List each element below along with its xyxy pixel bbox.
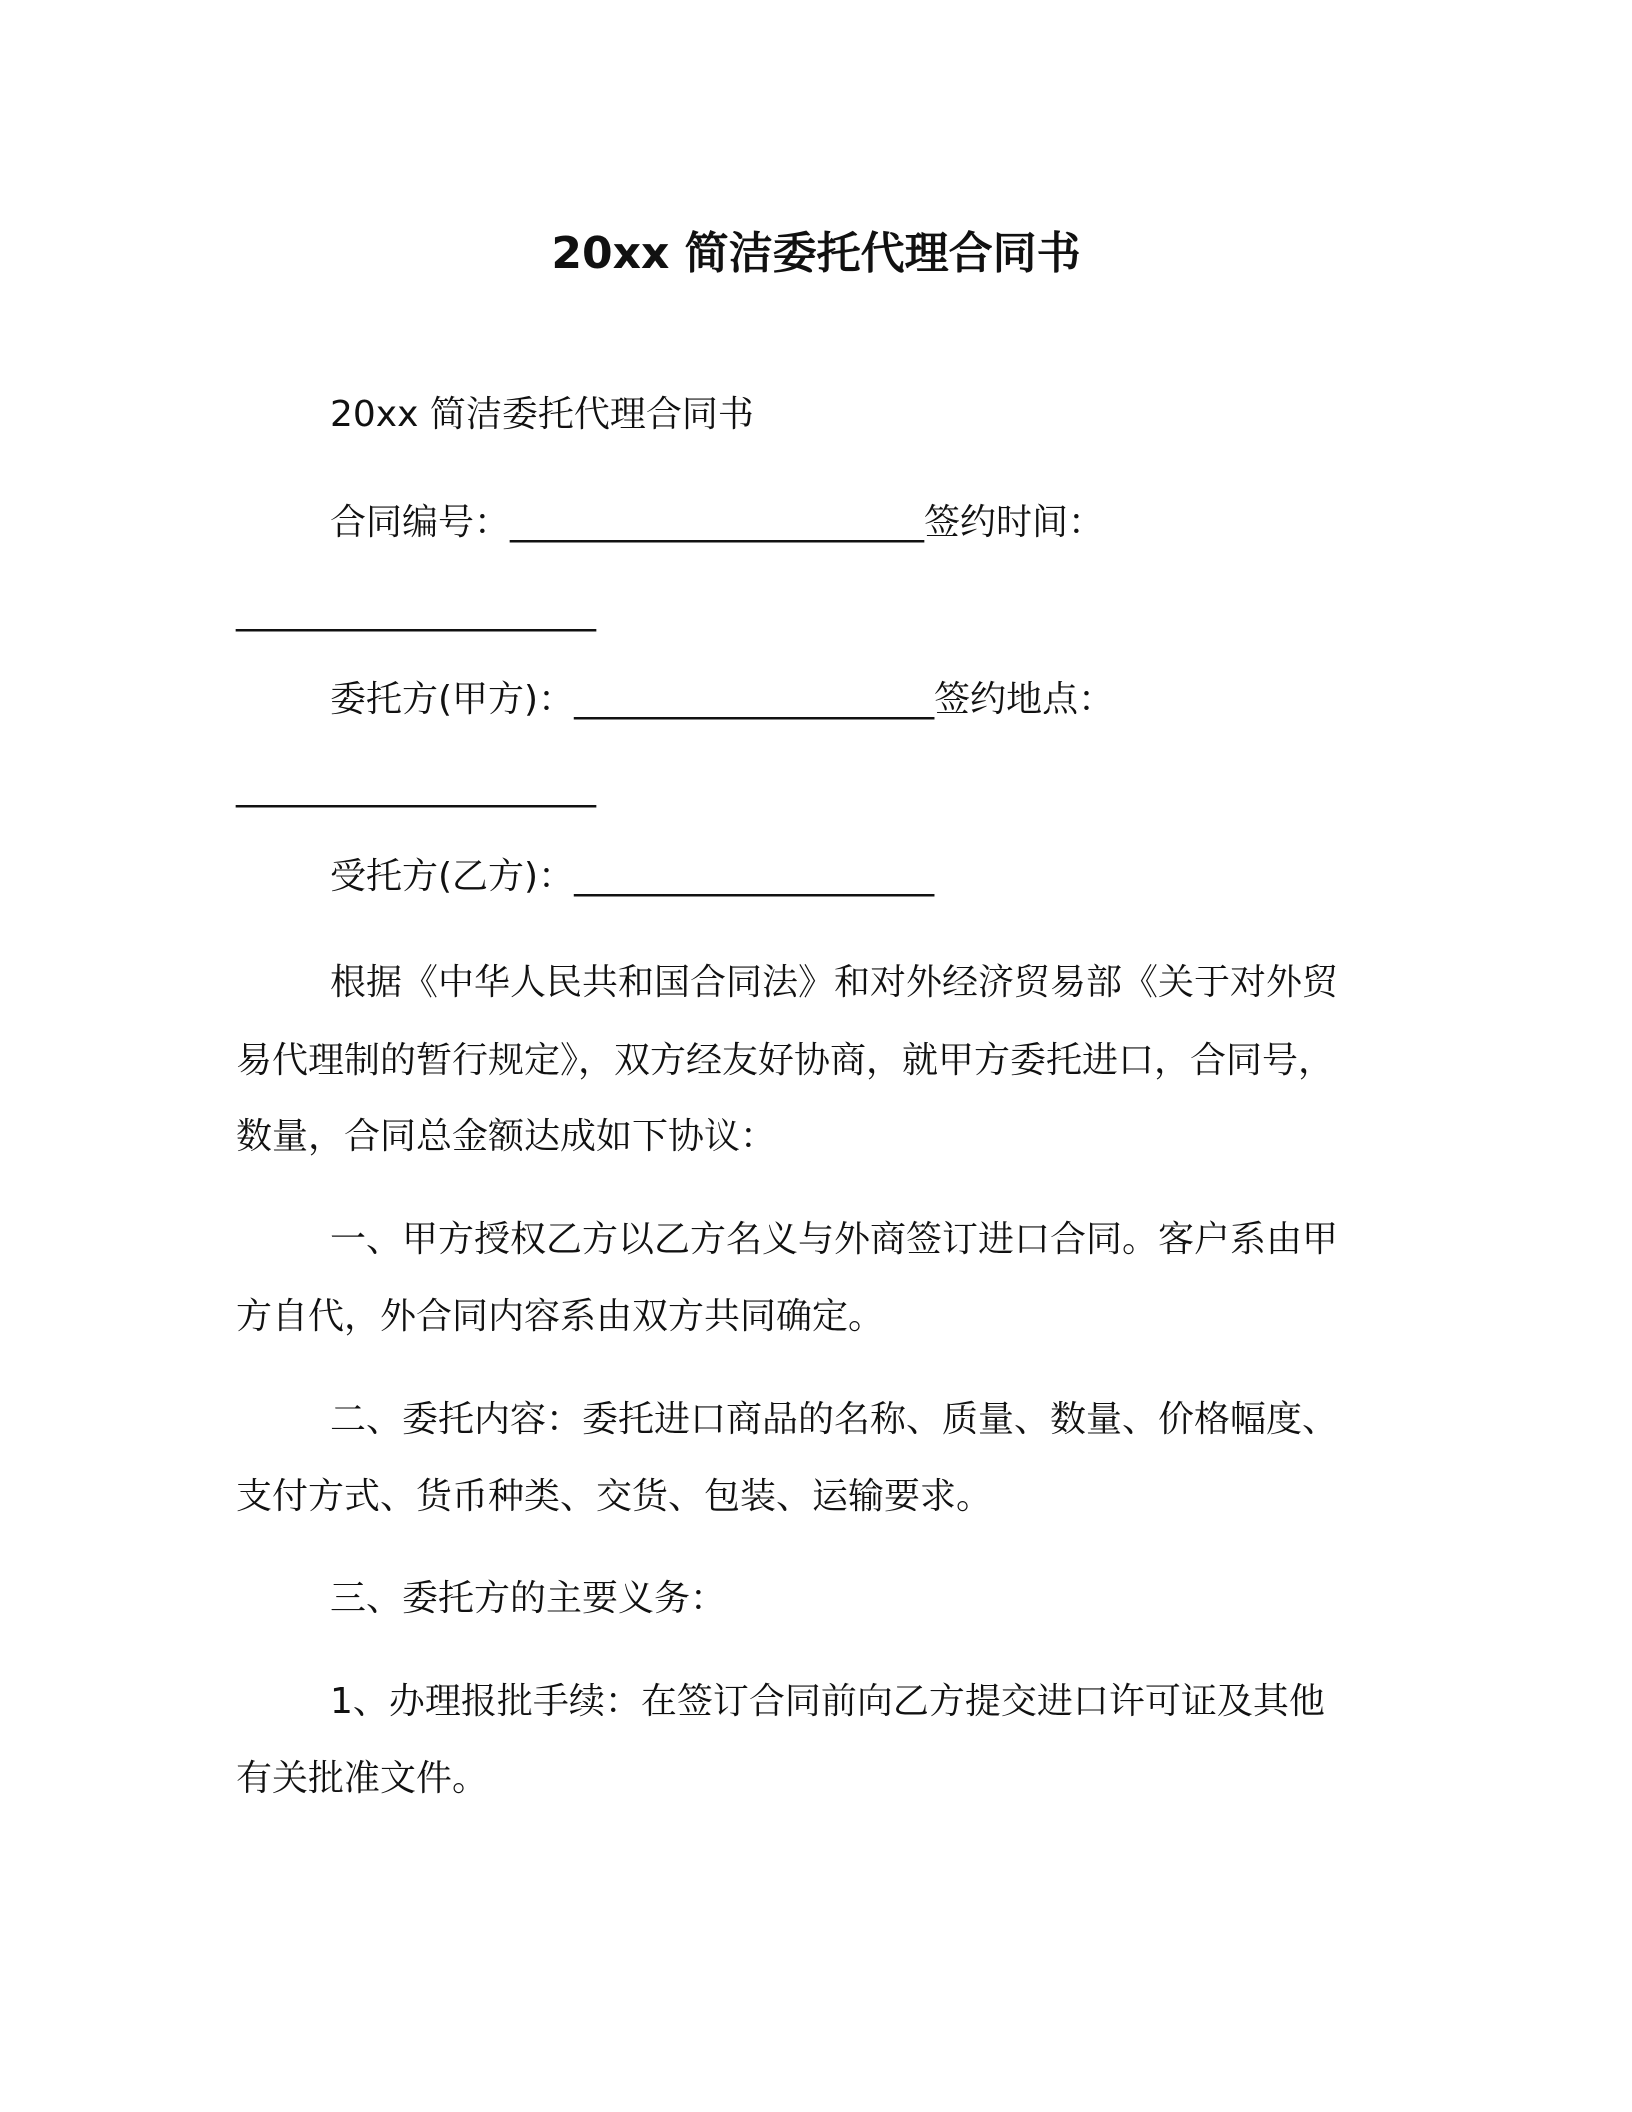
intro-line-3: 数量，合同总金额达成如下协议： (236, 1116, 777, 1157)
article-2-line-1: 二、委托内容：委托进口商品的名称、质量、数量、价格幅度、 (330, 1399, 1339, 1440)
agent-row (330, 852, 934, 902)
article-2-line-2: 支付方式、货币种类、交货、包装、运输要求。 (236, 1476, 993, 1517)
sign-time-blank[interactable]: ____________________ (236, 591, 596, 632)
contract-number-row (330, 498, 1104, 548)
agent-blank[interactable]: ____________________ (574, 856, 935, 897)
principal-blank[interactable]: ____________________ (574, 679, 935, 720)
article-3-item-1-line-1: 1、办理报批手续：在签订合同前向乙方提交进口许可证及其他 (330, 1681, 1325, 1722)
sign-place-blank[interactable]: ____________________ (236, 767, 596, 808)
intro-line-2: 易代理制的暂行规定》，双方经友好协商，就甲方委托进口，合同号， (236, 1040, 1335, 1081)
agent-label: 受托方(乙方)： (330, 856, 575, 897)
article-3-item-1-line-2: 有关批准文件。 (236, 1758, 489, 1799)
document-subtitle: 20xx 简洁委托代理合同书 (330, 394, 754, 435)
principal-label: 委托方(甲方)： (330, 679, 575, 720)
article-1-line-1: 一、甲方授权乙方以乙方名义与外商签订进口合同。客户系由甲 (330, 1219, 1339, 1260)
sign-time-label: 签约时间： (924, 502, 1105, 543)
document-title: 20xx 简洁委托代理合同书 (551, 228, 1081, 279)
contract-number-blank[interactable]: _______________________ (510, 502, 925, 543)
principal-row (330, 675, 1114, 725)
article-1-line-2: 方自代，外合同内容系由双方共同确定。 (236, 1296, 885, 1337)
article-3-heading: 三、委托方的主要义务： (330, 1578, 727, 1619)
sign-place-label: 签约地点： (934, 679, 1115, 720)
intro-line-1: 根据《中华人民共和国合同法》和对外经济贸易部《关于对外贸 (330, 962, 1339, 1003)
contract-number-label: 合同编号： (330, 502, 511, 543)
